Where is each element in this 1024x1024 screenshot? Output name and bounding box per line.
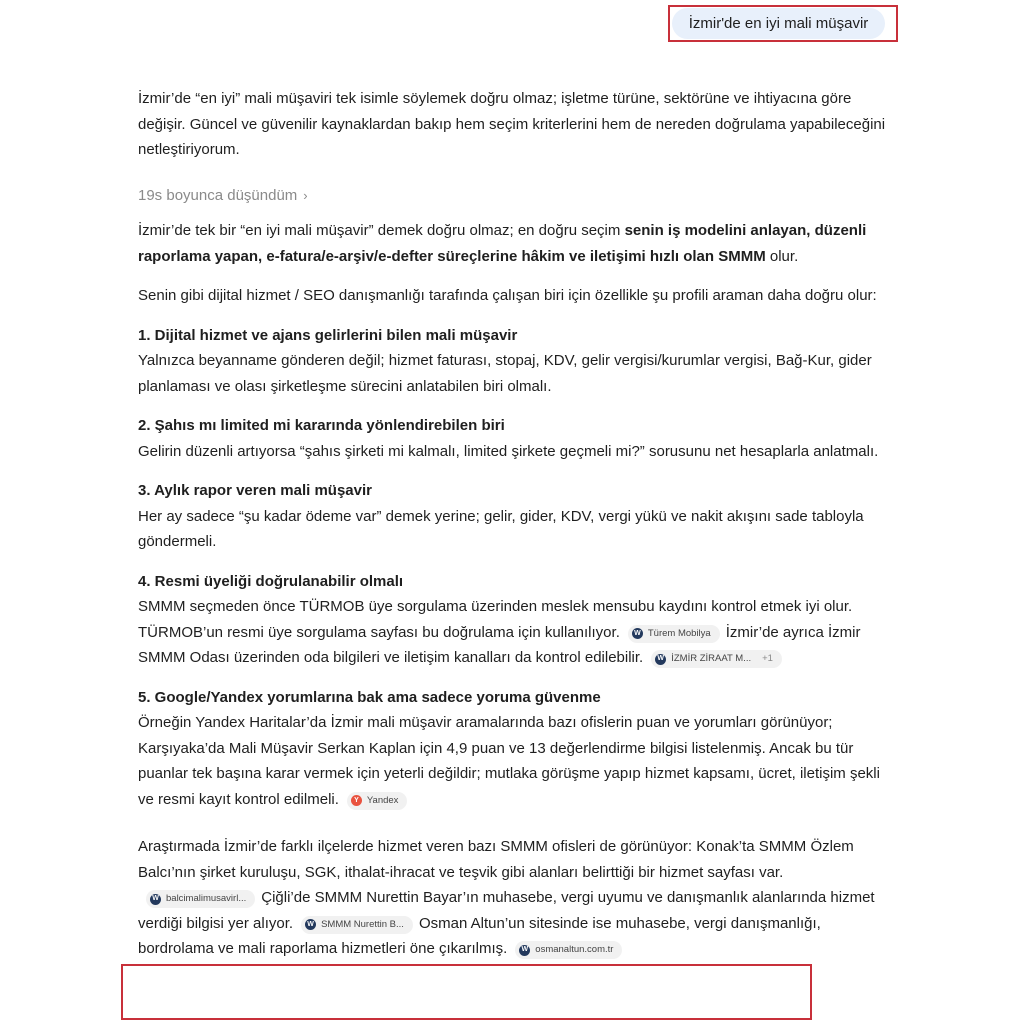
source-chip-yandex[interactable]: Y Yandex [347,792,408,810]
intro-text: İzmir’de “en iyi” mali müşaviri tek isimle söylemek doğru olmaz; işletme türüne, sektörüne ve ihtiyacına göre değişir. Güncel ve güvenilir kaynaklardan bakıp hem seçim kriterlerini hem de nereden doğrulama yapabileceğini netleştiriyorum. [138,90,886,158]
criteria-section-5 [138,685,898,813]
highlight-box [121,964,812,1020]
criteria-section-3 [138,478,898,555]
thinking-toggle[interactable] [138,183,898,209]
yandex-favicon-icon: Y [351,795,362,806]
section-body: Örneğin Yandex Haritalar’da İzmir mali müşavir aramalarında bazı ofislerin puan ve yorumları görünüyor; Karşıyaka’da Mali Müşavir Serkan Kaplan için 4,9 puan ve 13 değerlendirme bilgisi listelenmiş. Ancak bu tür puanlar tek başına karar vermek için yeterli değildir; mutlaka görüşme yapıp hizmet kapsamı, ücret, iletişim şekli ve resmi kayıt kontrol edilmeli. Y Yandex [138,714,880,808]
assistant-response [138,86,898,962]
chevron-right-icon: › [303,187,308,203]
source-chip-balci[interactable]: W balcimalimusavirl... [146,890,255,908]
section-body: Her ay sadece “şu kadar ödeme var” demek yerine; gelir, gider, KDV, vergi yükü ve nakit akışını sade tabloyla göndermeli. [138,507,864,550]
section-title: 5. Google/Yandex yorumlarına bak ama sadece yoruma güvenme [138,688,601,706]
section-title: 1. Dijital hizmet ve ajans gelirlerini bilen mali müşavir [138,326,518,344]
source-favicon-icon: W [150,894,161,905]
section-body: SMMM seçmeden önce TÜRMOB üye sorgulama üzerinden meslek mensubu kaydını kontrol etmek iyi olur. TÜRMOB’un resmi üye sorgulama sayfası bu doğrulama için kullanılıyor. W Türem Mobilya İzmir’de ayrıca İzmir SMMM Odası üzerinden oda bilgileri ve iletişim kanalları da kontrol edilebilir. W İZMİR ZİRAAT M... +1 [138,598,861,666]
criteria-section-2 [138,413,898,464]
answer-paragraph-1: İzmir’de tek bir “en iyi mali müşavir” demek doğru olmaz; en doğru seçim senin iş modelini anlayan, düzenli raporlama yapan, e-fatura/e-arşiv/e-defter süreçlerine hâkim ve iletişimi hızlı olan SMMM olur. [138,222,867,265]
section-title: 3. Aylık rapor veren mali müşavir [138,482,373,499]
source-favicon-icon: W [655,654,666,665]
user-message-bubble: İzmir'de en iyi mali müşavir [672,8,885,39]
source-chip-nurettin[interactable]: W SMMM Nurettin B... [301,916,413,934]
criteria-section-4 [138,569,898,671]
section-title: 2. Şahıs mı limited mi kararında yönlendirebilen biri [138,417,505,434]
source-favicon-icon: W [519,945,530,956]
answer-paragraph-last: Araştırmada İzmir’de farklı ilçelerde hizmet veren bazı SMMM ofisleri de görünüyor: Konak’ta SMMM Özlem Balcı’nın şirket kuruluşu, SGK, ithalat-ihracat ve teşvik gibi alanları belirttiği bir hizmet sayfası var. W balcimalimusavirl... Çiğli’de SMMM Nurettin Bayar’ın muhasebe, vergi uyumu ve danışmanlık alanlarında hizmet verdiği bilgisi yer alıyor. W SMMM Nurettin B... Osman Altun’un sitesinde ise muhasebe, vergi danışmanlığı, bordrolama ve mali raporlama hizmetleri öne çıkarılmış. W osmanaltun.com.tr [138,838,875,957]
section-body: Yalnızca beyanname gönderen değil; hizmet faturası, stopaj, KDV, gelir vergisi/kurumlar vergisi, Bağ-Kur, gider planlaması ve olası şirketleşme sürecini anlatabilen biri olmalı. [138,352,872,395]
section-title: 4. Resmi üyeliği doğrulanabilir olmalı [138,572,404,590]
thinking-label: 19s boyunca düşündüm [138,186,298,204]
source-favicon-icon: W [632,628,643,639]
source-favicon-icon: W [305,919,316,930]
section-body: Gelirin düzenli artıyorsa “şahıs şirketi mi kalmalı, limited şirkete geçmeli mi?” sorusunu net hesaplarla anlatmalı. [138,442,879,460]
source-chip-turem[interactable]: W Türem Mobilya [628,625,720,643]
answer-paragraph-2: Senin gibi dijital hizmet / SEO danışmanlığı tarafında çalışan biri için özellikle şu profili araman daha doğru olur: [138,287,877,304]
source-chip-izmir-ziraat[interactable]: W İZMİR ZİRAAT M... +1 [651,650,782,668]
criteria-section-1 [138,323,898,400]
source-chip-osmanaltun[interactable]: W osmanaltun.com.tr [515,941,622,959]
